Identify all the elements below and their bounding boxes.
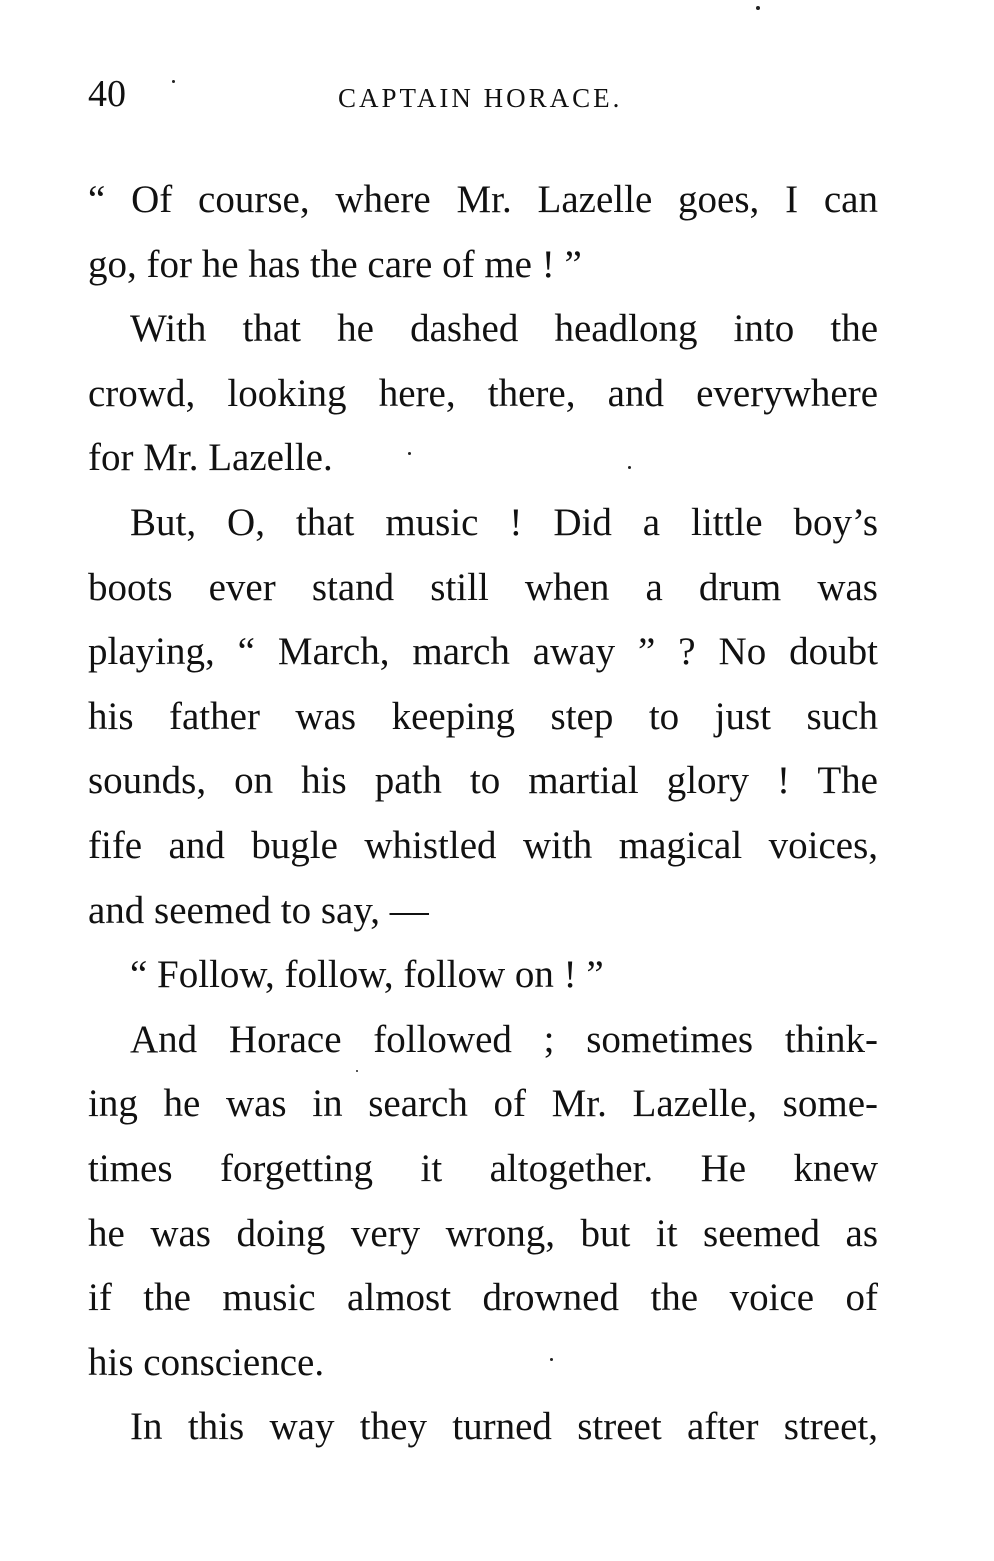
text-line: ing he was in search of Mr. Lazelle, some- <box>88 1082 878 1126</box>
text-line: his conscience. <box>88 1340 325 1384</box>
text-line: “ Follow, follow, follow on ! ” <box>130 953 604 997</box>
text-line: and seemed to say, — <box>88 888 429 932</box>
text-line: for Mr. Lazelle. <box>88 436 333 480</box>
text-line: “ Of course, where Mr. Lazelle goes, I can <box>88 178 878 221</box>
scan-speck <box>756 6 760 10</box>
scan-speck <box>628 466 631 469</box>
text-line: times forgetting it altogether. He knew <box>88 1146 878 1190</box>
text-line: his father was keeping step to just such <box>88 694 878 738</box>
text-line: With that he dashed headlong into the <box>130 307 878 351</box>
text-line: sounds, on his path to martial glory ! The <box>88 759 878 803</box>
text-line: go, for he has the care of me ! ” <box>88 242 582 286</box>
text-line: he was doing very wrong, but it seemed as <box>88 1211 878 1255</box>
scan-speck <box>356 1070 358 1072</box>
text-line: And Horace followed ; sometimes think- <box>130 1017 878 1061</box>
scan-speck <box>172 80 175 83</box>
scan-speck <box>550 1358 553 1361</box>
text-line: playing, “ March, march away ” ? No doubt <box>88 630 878 674</box>
page-number: 40 <box>88 73 126 115</box>
body-text <box>88 168 878 1460</box>
text-line: In this way they turned street after street, <box>130 1405 878 1449</box>
running-head: CAPTAIN HORACE. <box>338 83 623 113</box>
text-line: crowd, looking here, there, and everywhere <box>88 371 878 415</box>
text-line: fife and bugle whistled with magical voices, <box>88 823 878 867</box>
text-line: if the music almost drowned the voice of <box>88 1276 878 1320</box>
page-header <box>88 70 878 120</box>
scan-speck <box>408 452 411 455</box>
text-line: But, O, that music ! Did a little boy’s <box>130 500 878 544</box>
text-line: boots ever stand still when a drum was <box>88 565 878 609</box>
